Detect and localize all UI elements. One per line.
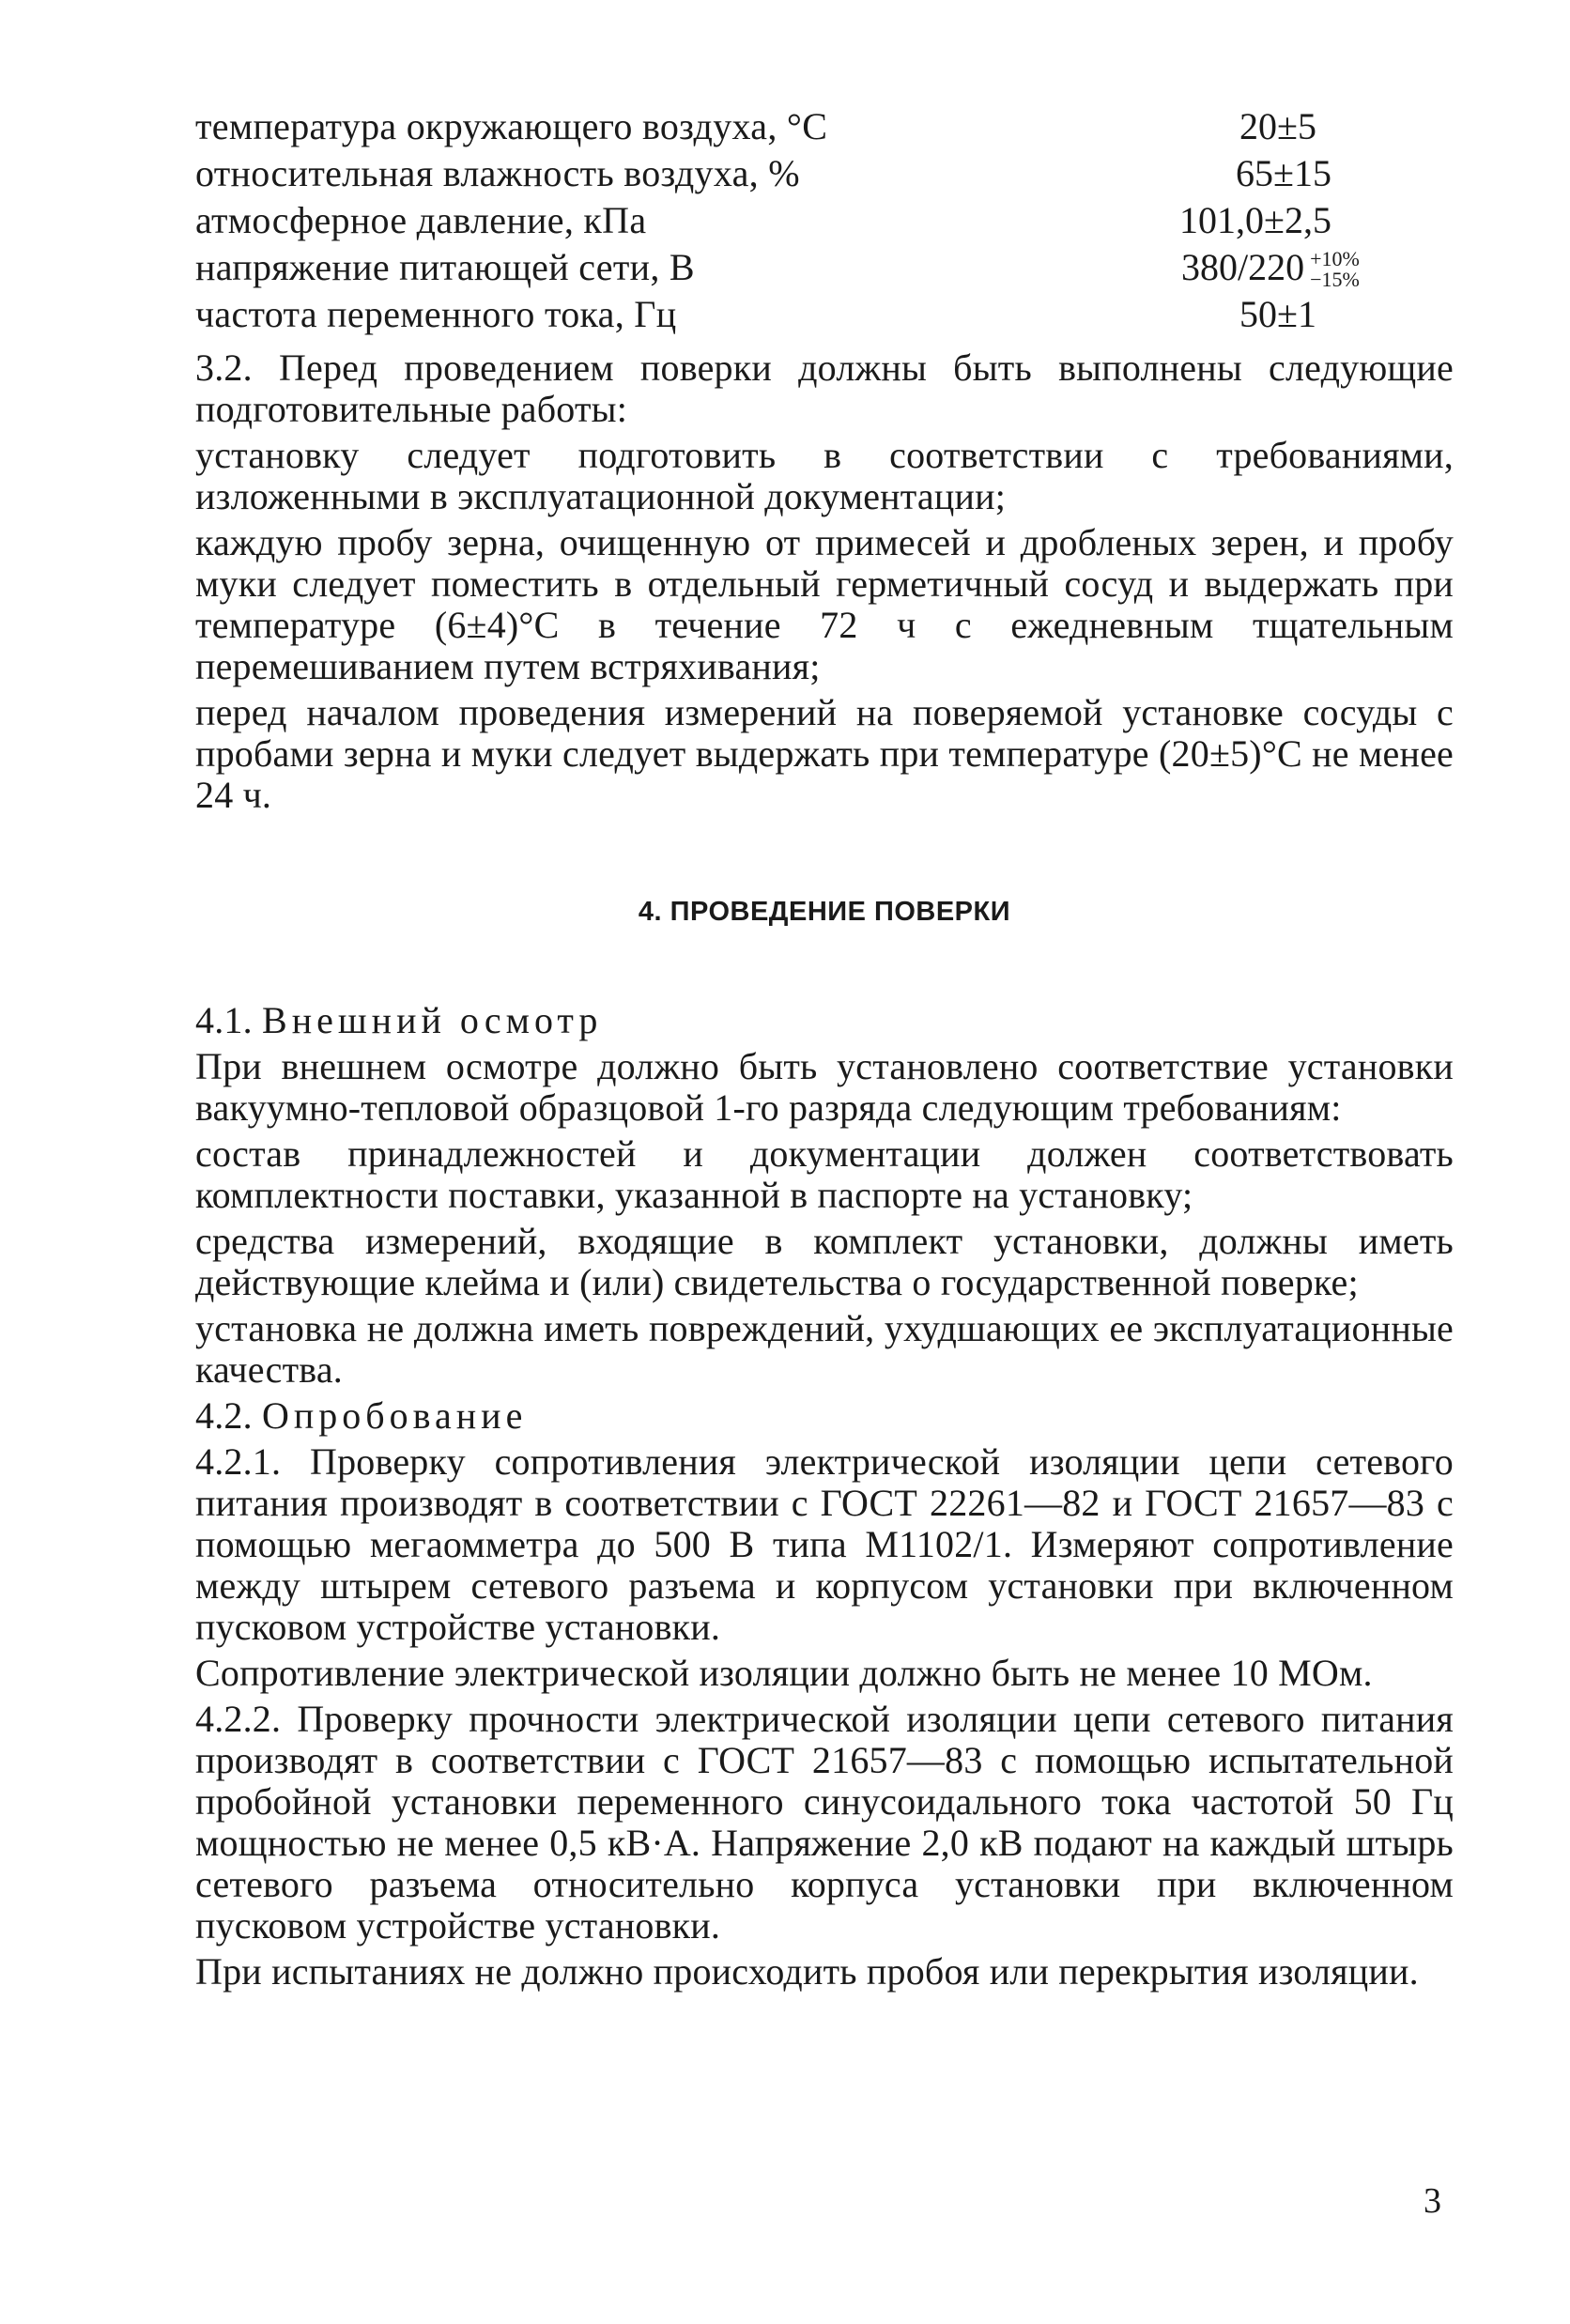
condition-label: напряжение питающей сети, В [195, 246, 695, 288]
paragraph-3-2-intro: 3.2. Перед проведением поверки должны быть выполнены следующие подготовительные работы: [195, 346, 1454, 430]
condition-value: 101,0±2,5 [1179, 199, 1331, 241]
subsection-4-1-title [195, 1000, 1454, 1041]
section-heading: 4. ПРОВЕДЕНИЕ ПОВЕРКИ [638, 897, 1011, 927]
subsection-title: Внешний осмотр [262, 999, 603, 1041]
paragraph-4-2-1-requirement: Сопротивление электрической изоляции должно быть не менее 10 МОм. [195, 1652, 1373, 1694]
condition-label: частота переменного тока, Гц [195, 293, 677, 335]
condition-row [195, 103, 1322, 150]
condition-value: 65±15 [1236, 152, 1331, 194]
condition-row [195, 197, 1331, 244]
paragraph-3-2-item: установку следует подготовить в соответствии с требованиями, изложенными в эксплуатационной документации; [195, 434, 1454, 517]
voltage-value: 380/220 [1181, 246, 1305, 288]
subsection-4-2-title [195, 1395, 1454, 1437]
paragraph-4-2-1: 4.2.1. Проверку сопротивления электрической изоляции цепи сетевого питания производят в соответствии с ГОСТ 22261—82 и ГОСТ 21657—83 с помощью мегаомметра до 500 В типа М1102/1. Измеряют сопротивление между штырем сетевого разъема и корпусом установки при включенном пусковом устройстве установки. [195, 1440, 1454, 1648]
paragraph-4-1-intro: При внешнем осмотре должно быть установлено соответствие установки вакуумно-тепловой образцовой 1-го разряда следующим требованиям: [195, 1045, 1454, 1129]
voltage-tolerance [1310, 246, 1362, 292]
condition-label: температура окружающего воздуха, °C [195, 105, 828, 147]
condition-value: 20±5 [1239, 105, 1316, 147]
condition-row [195, 150, 1331, 197]
paragraph-3-2-item: каждую пробу зерна, очищенную от примесей и дробленых зерен, и пробу муки следует поместить в отдельный герметичный сосуд и выдержать при температуре (6±4)°C в течение 72 ч с ежедневным тщательным перемешиванием путем встряхивания; [195, 521, 1454, 687]
paragraph-4-1-item: средства измерений, входящие в комплект установки, должны иметь действующие клейма и (или) свидетельства о государственной поверке; [195, 1220, 1454, 1303]
conditions-list [195, 103, 1360, 338]
tolerance-lower: −15% [1310, 267, 1360, 291]
subsection-number: 4.2. [195, 1394, 253, 1437]
page-number: 3 [1424, 2181, 1441, 2221]
condition-row [195, 244, 1360, 291]
paragraph-4-1-item: установка не должна иметь повреждений, ухудшающих ее эксплуатационные качества. [195, 1307, 1454, 1391]
subsection-title: Опробование [262, 1394, 528, 1437]
paragraph-4-1-item: состав принадлежностей и документации должен соответствовать комплектности поставки, указанной в паспорте на установку; [195, 1132, 1454, 1216]
condition-row [195, 291, 1322, 338]
subsection-number: 4.1. [195, 999, 253, 1041]
condition-label: относительная влажность воздуха, % [195, 152, 800, 194]
condition-value: 50±1 [1239, 293, 1316, 335]
paragraph-3-2-item: перед началом проведения измерений на поверяемой установке сосуды с пробами зерна и муки следует выдержать при температуре (20±5)°C не менее 24 ч. [195, 691, 1454, 816]
paragraph-4-2-2: 4.2.2. Проверку прочности электрической изоляции цепи сетевого питания производят в соответствии с ГОСТ 21657—83 с помощью испытательной пробойной установки переменного синусоидального тока частотой 50 Гц мощностью не менее 0,5 кВ·А. Напряжение 2,0 кВ подают на каждый штырь сетевого разъема относительно корпуса установки при включенном пусковом устройстве установки. [195, 1698, 1454, 1947]
condition-label: атмосферное давление, кПа [195, 199, 647, 241]
condition-value [1181, 244, 1362, 292]
document-body [195, 347, 1454, 1997]
tolerance-upper: +10% [1310, 246, 1360, 270]
paragraph-4-2-2-requirement: При испытаниях не должно происходить пробоя или перекрытия изоляции. [195, 1950, 1419, 1993]
